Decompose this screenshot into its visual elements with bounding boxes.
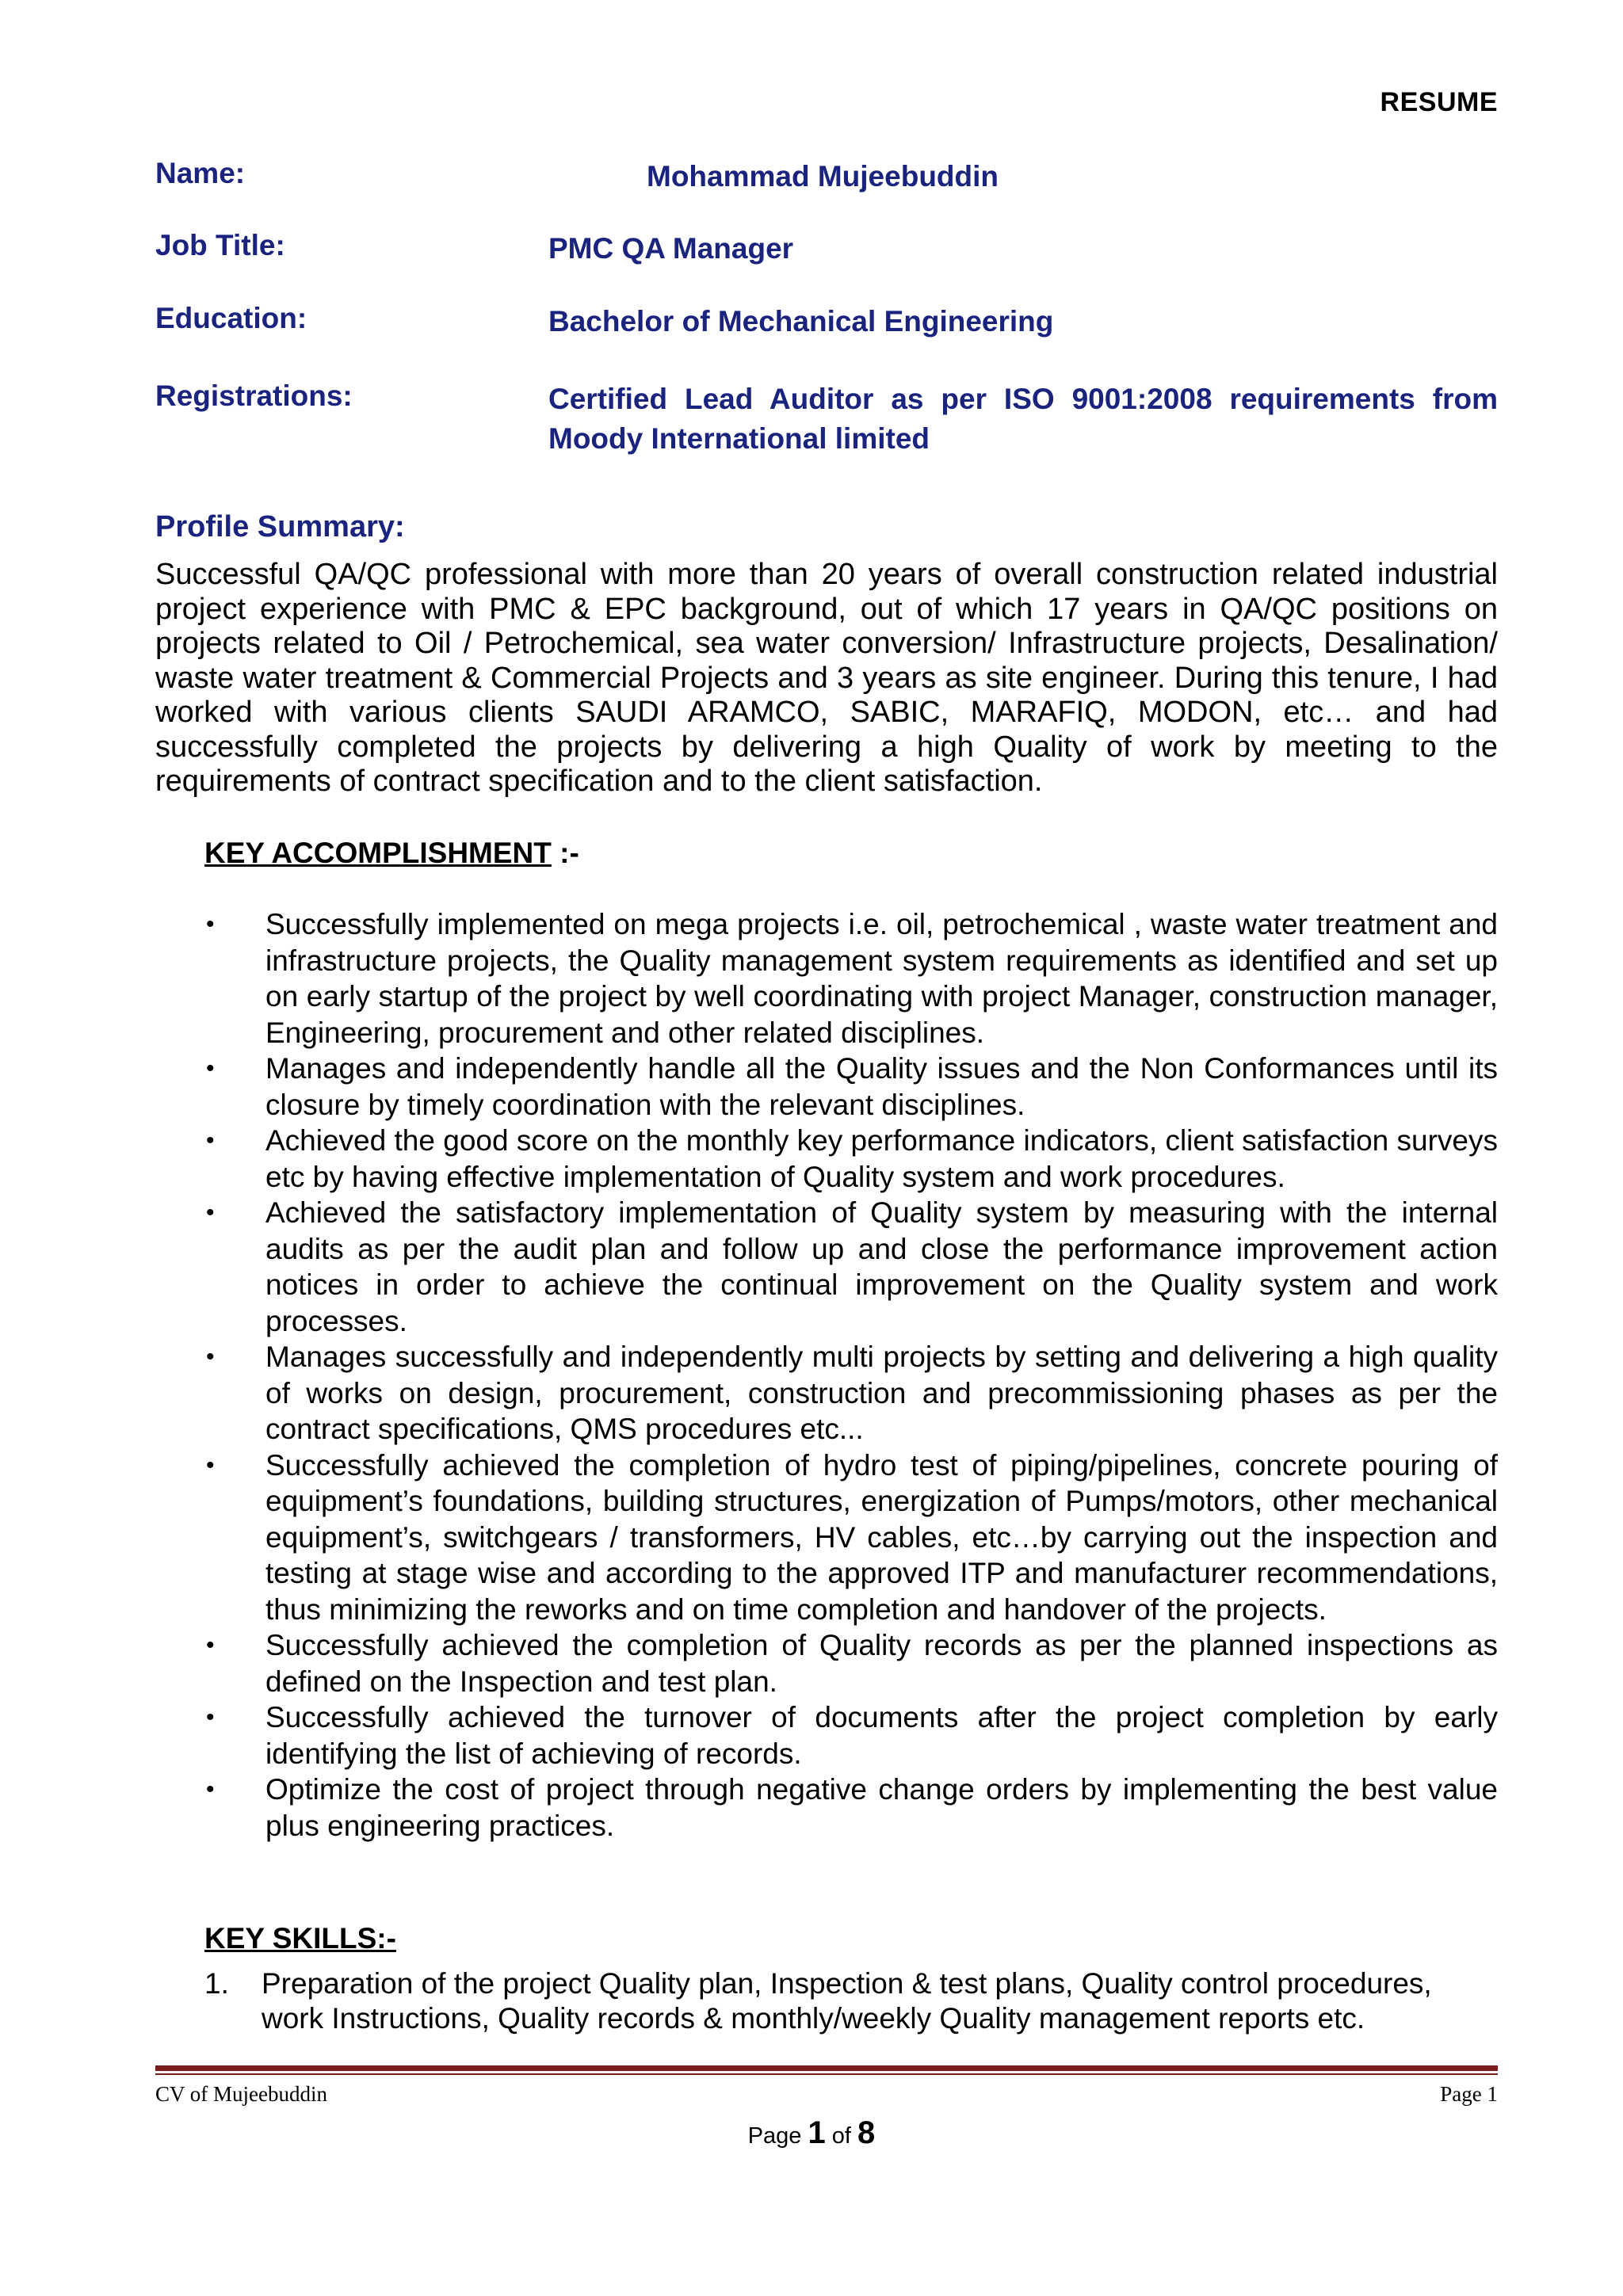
bullet-icon: • xyxy=(206,1344,215,1370)
list-item-text: Manages and independently handle all the Quality issues and the Non Conformances until its closure by timely coordination with the relevant disciplines. xyxy=(265,1052,1498,1121)
accomplishment-list xyxy=(155,906,1498,1844)
list-item xyxy=(204,1966,1457,2035)
registrations-value: Certified Lead Auditor as per ISO 9001:2008 requirements from Moody International limited xyxy=(548,383,1498,455)
job-title-label: Job Title: xyxy=(155,229,285,261)
education-label: Education: xyxy=(155,302,307,334)
bullet-icon: • xyxy=(206,1704,215,1730)
document-title: RESUME xyxy=(1380,87,1498,117)
key-skills-heading xyxy=(204,1922,396,1955)
name-value: Mohammad Mujeebuddin xyxy=(647,160,999,193)
list-item xyxy=(155,1699,1498,1772)
list-item xyxy=(155,1447,1498,1628)
bullet-icon: • xyxy=(206,1127,215,1154)
list-item-text: Preparation of the project Quality plan, Inspection & test plans, Quality control procedures, work Instructions, Quality records & monthly/weekly Quality management reports etc. xyxy=(262,1967,1432,2035)
list-item xyxy=(155,1123,1498,1195)
bullet-icon: • xyxy=(206,1199,215,1226)
list-item-text: Achieved the satisfactory implementation of Quality system by measuring with the internal audits as per the audit plan and follow up and close the performance improvement action notices in order to achieve the continual improvement on the Quality system and work processes. xyxy=(265,1196,1498,1337)
footer-divider xyxy=(155,2065,1498,2071)
bullet-icon: • xyxy=(206,911,215,937)
key-accomplishment-heading-text: KEY ACCOMPLISHMENT xyxy=(204,837,552,869)
key-skills-heading-text: KEY SKILLS:- xyxy=(204,1922,396,1955)
list-item-text: Achieved the good score on the monthly key performance indicators, client satisfaction surveys etc by having effective implementation of Quality system and work procedures. xyxy=(265,1124,1498,1193)
footer-cv-label: CV of Mujeebuddin xyxy=(155,2082,327,2106)
bullet-icon: • xyxy=(206,1451,215,1478)
list-item-text: Successfully implemented on mega projects i.e. oil, petrochemical , waste water treatment and infrastructure projects, the Quality management system requirements as identified and set up on early startup of the project by well coordinating with project Manager, construction manager, Engineering, procurement and other related disciplines. xyxy=(265,908,1498,1049)
list-item-text: Successfully achieved the completion of Quality records as per the planned inspections as defined on the Inspection and test plan. xyxy=(265,1629,1498,1698)
list-item xyxy=(155,1339,1498,1447)
list-item-text: Optimize the cost of project through negative change orders by implementing the best value plus engineering practices. xyxy=(265,1773,1498,1842)
list-item xyxy=(155,906,1498,1051)
list-item-text: Manages successfully and independently multi projects by setting and delivering a high quality of works on design, procurement, construction and precommissioning phases as per the contract specifications, QMS procedures etc... xyxy=(265,1341,1498,1445)
list-item-text: Successfully achieved the completion of hydro test of piping/pipelines, concrete pouring of equipment’s foundations, building structures, energization of Pumps/motors, other mechanical equipment’s, switchgears / transformers, HV cables, etc…by carrying out the inspection and testing at stage wise and according to the approved ITP and manufacturer recommendations, thus minimizing the reworks and on time completion and handover of the projects. xyxy=(265,1448,1498,1626)
page-total: 8 xyxy=(857,2115,876,2150)
list-item xyxy=(155,1195,1498,1339)
page-number xyxy=(0,2115,1623,2151)
footer-page-label: Page 1 xyxy=(1440,2082,1498,2106)
name-label: Name: xyxy=(155,157,246,189)
list-number: 1. xyxy=(204,1967,229,2000)
bullet-icon: • xyxy=(206,1632,215,1658)
education-value: Bachelor of Mechanical Engineering xyxy=(548,305,1054,338)
job-title-value: PMC QA Manager xyxy=(548,232,794,265)
page-prefix: Page xyxy=(747,2123,808,2149)
list-item xyxy=(155,1051,1498,1123)
profile-summary-text: Successful QA/QC professional with more than 20 years of overall construction related industrial project experience with PMC & EPC background, out of which 17 years in QA/QC positions on projects related to Oil / Petrochemical, sea water conversion/ Infrastructure projects, Desalination/ waste water treatment & Commercial Projects and 3 years as site engineer. During this tenure, I had worked with various clients SAUDI ARAMCO, SABIC, MARAFIQ, MODON, etc… and had successfully completed the projects by delivering a high Quality of work by meeting to the requirements of contract specification and to the client satisfaction. xyxy=(155,558,1498,798)
list-item-text: Successfully achieved the turnover of documents after the project completion by early identifying the list of achieving of records. xyxy=(265,1701,1498,1770)
profile-heading: Profile Summary: xyxy=(155,510,405,543)
list-item xyxy=(155,1627,1498,1699)
bullet-icon: • xyxy=(206,1776,215,1802)
key-accomplishment-heading-suffix: :- xyxy=(551,837,579,869)
registrations-label: Registrations: xyxy=(155,379,353,412)
page-current: 1 xyxy=(808,2115,826,2150)
bullet-icon: • xyxy=(206,1055,215,1081)
key-accomplishment-heading xyxy=(204,837,579,870)
page-mid: of xyxy=(825,2123,858,2149)
skills-list xyxy=(204,1966,1457,2035)
footer-divider-thin xyxy=(155,2073,1498,2075)
list-item xyxy=(155,1772,1498,1844)
